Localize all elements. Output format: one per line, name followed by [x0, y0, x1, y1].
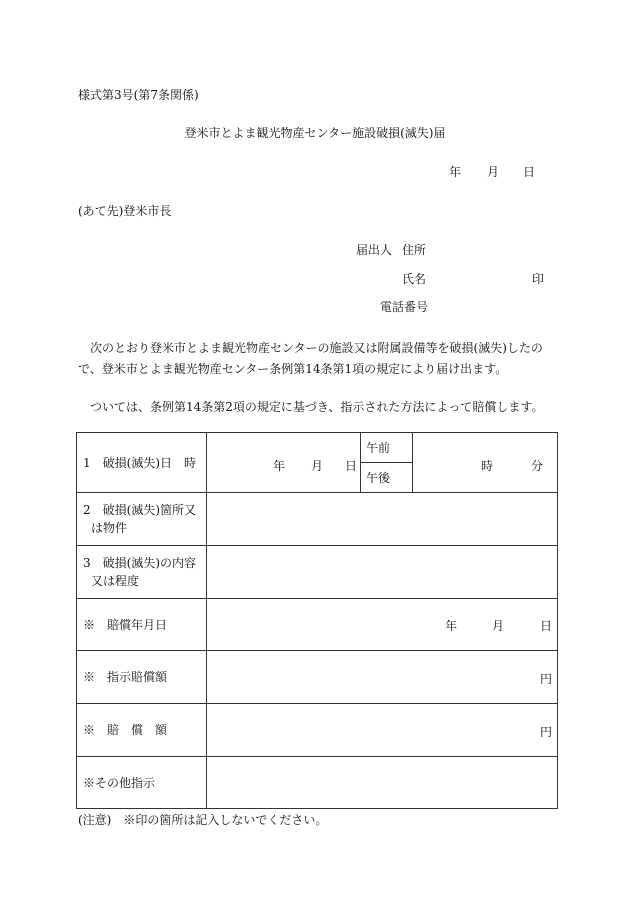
row-compensation-amount-input[interactable] [207, 704, 558, 757]
note: (注意) ※印の箇所は記入しないでください。 [78, 813, 328, 827]
row-location-label [77, 493, 207, 546]
pm-label[interactable]: 午後 [361, 463, 413, 493]
form-code: 様式第3号(第7条関係) [78, 88, 199, 102]
address-label: 住所 [402, 243, 427, 257]
row-instructed-amount-unit: 円 [540, 672, 553, 686]
row-location-label-line2: は物件 [91, 521, 128, 535]
row-compensation-date-year-label: 年 [445, 619, 458, 633]
row-datetime-minute-label: 分 [531, 459, 544, 473]
date-month-label: 月 [487, 165, 500, 179]
row-datetime-label: 1 破損(滅失)日 時 [77, 433, 207, 493]
body-paragraph-2: ついては、条例第14条第2項の規定に基づき、指示された方法によって賠償します。 [90, 400, 544, 414]
row-location-label-line1: 2 破損(滅失)箇所又 [83, 503, 196, 517]
row-content-label [77, 546, 207, 599]
date-year-label: 年 [449, 165, 462, 179]
damage-report-table [76, 432, 558, 809]
addressee: (あて先)登米市長 [78, 204, 172, 218]
seal-mark: 印 [532, 272, 545, 286]
row-other-instructions-label: ※その他指示 [77, 757, 207, 809]
row-compensation-date-month-label: 月 [492, 619, 505, 633]
row-compensation-date-day-label: 日 [540, 619, 553, 633]
row-content-label-line2: 又は程度 [91, 574, 140, 588]
row-datetime-hour-label: 時 [481, 459, 494, 473]
body-paragraph-1: 次のとおり登米市とよま観光物産センターの施設又は附属設備等を破損(滅失)したので、登米市とよま観光物産センター条例第14条第1項の規定により届け出ます。 [78, 341, 543, 376]
document-title: 登米市とよま観光物産センター施設破損(滅失)届 [184, 126, 446, 140]
name-label: 氏名 [402, 272, 427, 286]
row-content-input[interactable] [207, 546, 558, 599]
row-instructed-amount-label: ※ 指示賠償額 [77, 651, 207, 704]
row-instructed-amount-input[interactable] [207, 651, 558, 704]
row-compensation-amount-unit: 円 [540, 725, 553, 739]
date-day-label: 日 [523, 165, 536, 179]
row-compensation-date-label: ※ 賠償年月日 [77, 599, 207, 651]
row-other-instructions-input[interactable] [207, 757, 558, 809]
row-compensation-date-input[interactable] [207, 599, 558, 651]
row-datetime-year-label: 年 [273, 459, 286, 473]
row-compensation-amount-label: ※ 賠 償 額 [77, 704, 207, 757]
row-location-input[interactable] [207, 493, 558, 546]
applicant-label: 届出人 [356, 243, 393, 257]
row-datetime-month-label: 月 [311, 459, 324, 473]
row-datetime-day-label: 日 [345, 459, 358, 473]
row-datetime-date-cell[interactable] [207, 433, 361, 493]
am-label[interactable]: 午前 [361, 433, 413, 463]
phone-label: 電話番号 [380, 300, 429, 314]
row-content-label-line1: 3 破損(滅失)の内容 [83, 556, 196, 570]
row-datetime-time-cell[interactable] [413, 433, 558, 493]
